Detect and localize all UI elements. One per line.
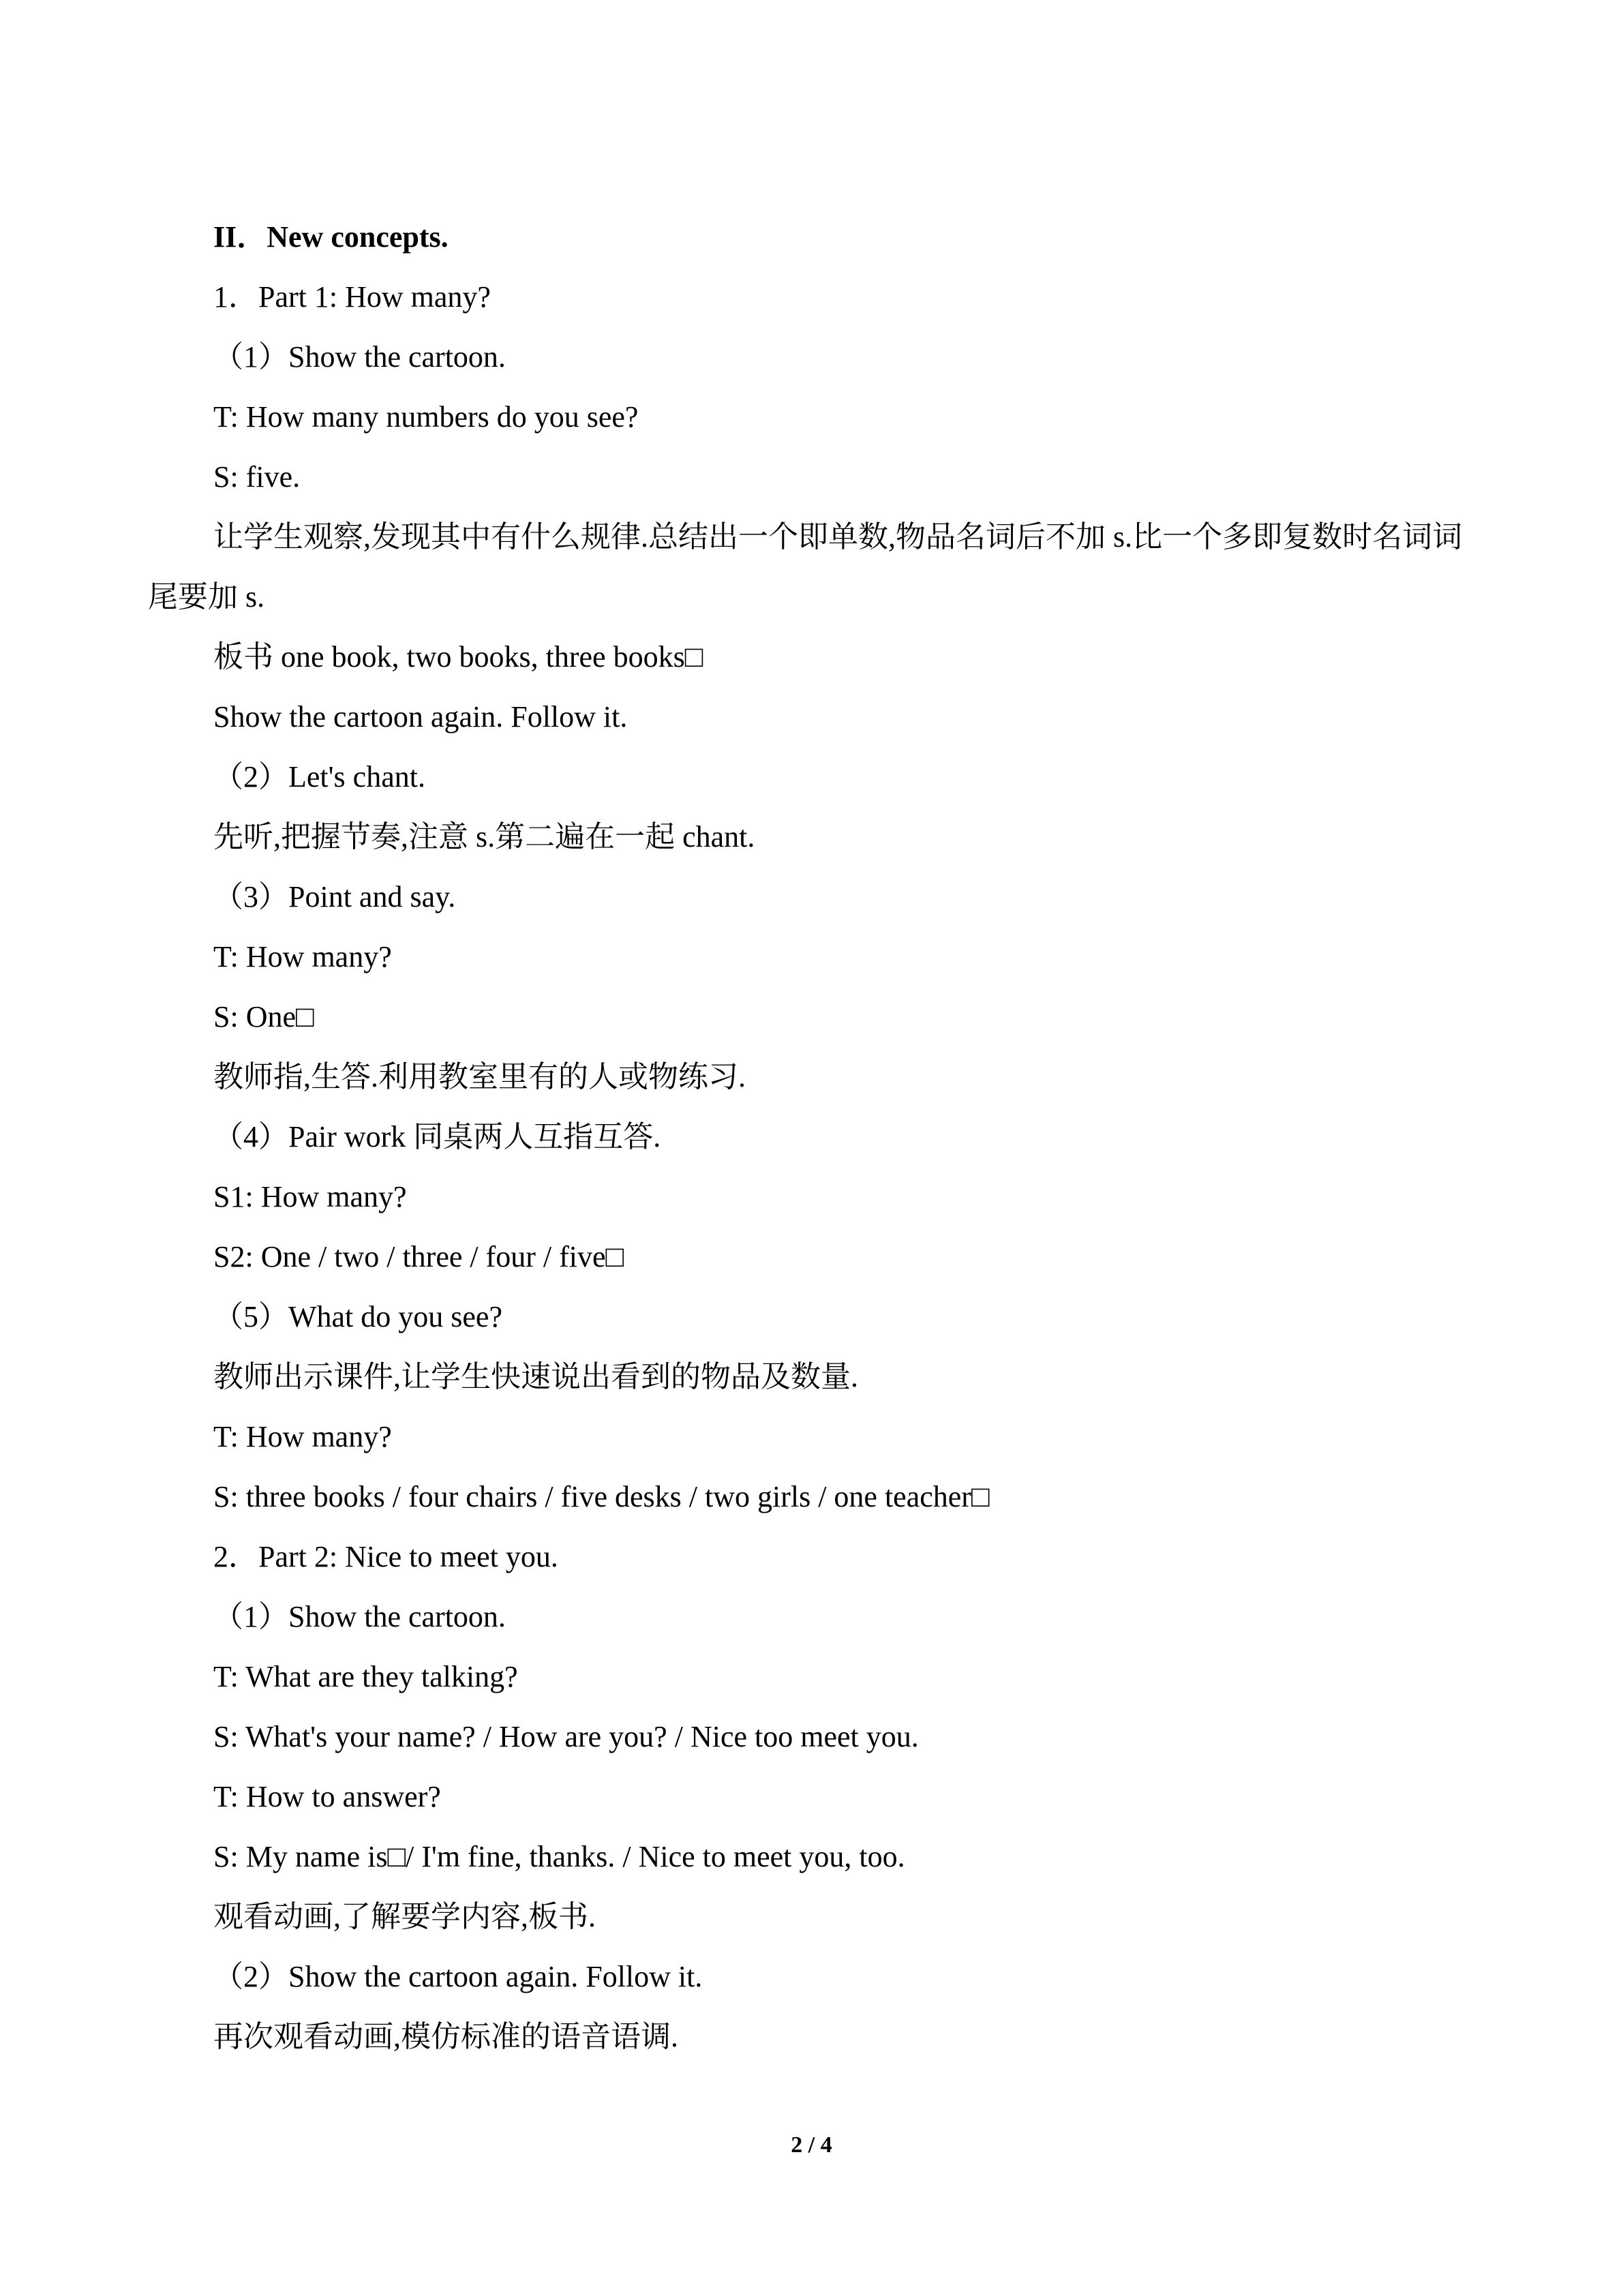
paragraph-wrapped: 让学生观察,发现其中有什么规律.总结出一个即单数,物品名词后不加 s.比一个多即复数时名词词尾要加 s. bbox=[148, 520, 1463, 614]
paragraph-line: S: My name is□/ I'm fine, thanks. / Nice to meet you, too. bbox=[213, 1840, 905, 1873]
paragraph-line: （3）Point and say. bbox=[213, 880, 456, 913]
part-2-title: 2．Part 2: Nice to meet you. bbox=[213, 1540, 558, 1573]
paragraph-line: （2）Show the cartoon again. Follow it. bbox=[213, 1960, 703, 1993]
paragraph-line: 教师指,生答.利用教室里有的人或物练习. bbox=[213, 1060, 746, 1093]
paragraph-line: 教师出示课件,让学生快速说出看到的物品及数量. bbox=[213, 1360, 858, 1393]
paragraph-line: （5）What do you see? bbox=[213, 1300, 502, 1333]
paragraph-line: S: What's your name? / How are you? / Nice too meet you. bbox=[213, 1720, 919, 1753]
page-number: 2 / 4 bbox=[791, 2132, 832, 2158]
paragraph-line: T: How many? bbox=[213, 1420, 392, 1453]
paragraph-line: 再次观看动画,模仿标准的语音语调. bbox=[213, 2020, 678, 2053]
document-body bbox=[148, 207, 1477, 2067]
paragraph-line: S: One□ bbox=[213, 1000, 314, 1033]
paragraph-line: S1: How many? bbox=[213, 1180, 407, 1213]
paragraph-line: T: How to answer? bbox=[213, 1780, 441, 1813]
paragraph-line: T: What are they talking? bbox=[213, 1660, 518, 1693]
paragraph-line: 板书 one book, two books, three books□ bbox=[213, 640, 703, 674]
paragraph-line: 先听,把握节奏,注意 s.第二遍在一起 chant. bbox=[213, 820, 755, 854]
paragraph-line: （1）Show the cartoon. bbox=[213, 1600, 506, 1633]
paragraph-line: S: five. bbox=[213, 460, 301, 494]
paragraph-line: （4）Pair work 同桌两人互指互答. bbox=[213, 1120, 661, 1153]
paragraph-line: Show the cartoon again. Follow it. bbox=[213, 700, 628, 734]
paragraph-line: T: How many numbers do you see? bbox=[213, 400, 639, 434]
paragraph-line: T: How many? bbox=[213, 940, 392, 973]
paragraph-line: 观看动画,了解要学内容,板书. bbox=[213, 1900, 596, 1933]
paragraph-line: （1）Show the cartoon. bbox=[213, 340, 506, 374]
paragraph-line: （2）Let's chant. bbox=[213, 760, 425, 794]
section-heading: II．New concepts. bbox=[213, 220, 449, 254]
part-1-title: 1．Part 1: How many? bbox=[213, 280, 491, 314]
paragraph-line: S2: One / two / three / four / five□ bbox=[213, 1240, 624, 1273]
paragraph-line: S: three books / four chairs / five desks / two girls / one teacher□ bbox=[213, 1480, 990, 1513]
